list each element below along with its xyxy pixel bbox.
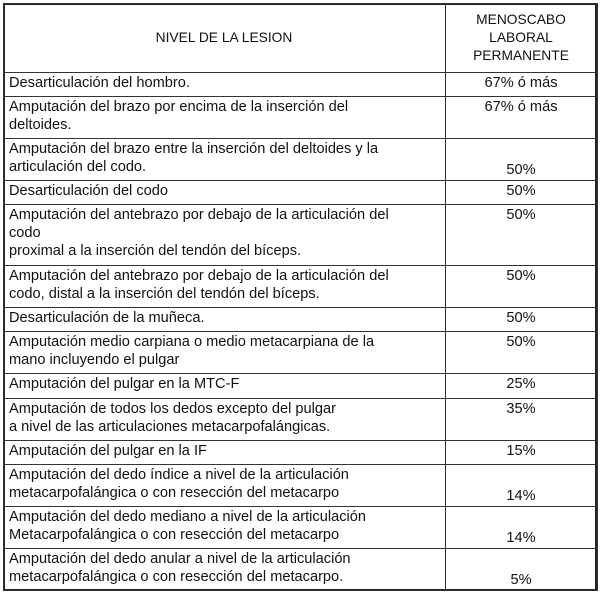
description-line: Desarticulación de la muñeca. bbox=[9, 310, 205, 327]
row-value: 50% bbox=[446, 332, 598, 374]
description-line: articulación del codo. bbox=[9, 159, 147, 176]
description-line: codo bbox=[9, 225, 41, 242]
description-line: Amputación del pulgar en la IF bbox=[9, 442, 207, 459]
row-value: 50% bbox=[446, 266, 598, 308]
row-description bbox=[4, 398, 446, 440]
description-line: Amputación del dedo índice a nivel de la articulación bbox=[9, 466, 349, 483]
row-value: 67% ó más bbox=[446, 73, 598, 97]
description-line: metacarpofalángica o con resección del metacarpo. bbox=[9, 568, 344, 585]
table-row bbox=[4, 548, 598, 590]
row-description bbox=[4, 374, 446, 398]
table-row bbox=[4, 308, 598, 332]
description-line: Amputación de todos los dedos excepto del pulgar bbox=[9, 400, 336, 417]
impairment-table bbox=[3, 3, 598, 591]
description-line: Amputación del antebrazo por debajo de la articulación del bbox=[9, 268, 389, 285]
description-line: Amputación del dedo mediano a nivel de la articulación bbox=[9, 508, 366, 525]
row-description bbox=[4, 73, 446, 97]
description-line: Amputación del pulgar en la MTC-F bbox=[9, 376, 240, 393]
header-impairment bbox=[446, 4, 598, 73]
description-line: proximal a la inserción del tendón del bíceps. bbox=[9, 243, 302, 260]
table-row bbox=[4, 205, 598, 266]
description-line: Amputación del brazo entre la inserción del deltoides y la bbox=[9, 141, 379, 158]
row-value: 14% bbox=[446, 464, 598, 506]
table-row bbox=[4, 374, 598, 398]
row-value: 50% bbox=[446, 205, 598, 266]
row-value: 35% bbox=[446, 398, 598, 440]
row-description bbox=[4, 308, 446, 332]
table-row bbox=[4, 506, 598, 548]
row-description bbox=[4, 440, 446, 464]
header-impairment-line: LABORAL bbox=[489, 30, 553, 45]
table-row bbox=[4, 398, 598, 440]
table-row bbox=[4, 440, 598, 464]
description-line: Metacarpofalángica o con resección del metacarpo bbox=[9, 526, 340, 543]
row-description bbox=[4, 332, 446, 374]
row-description bbox=[4, 548, 446, 590]
row-description bbox=[4, 181, 446, 205]
header-level: NIVEL DE LA LESION bbox=[4, 4, 446, 73]
table-row bbox=[4, 266, 598, 308]
header-impairment-line: MENOSCABO bbox=[476, 12, 566, 27]
table-row bbox=[4, 464, 598, 506]
table-row bbox=[4, 73, 598, 97]
row-description bbox=[4, 266, 446, 308]
row-description bbox=[4, 97, 446, 139]
description-line: Amputación medio carpiana o medio metacarpiana de la bbox=[9, 334, 375, 351]
row-value: 50% bbox=[446, 139, 598, 181]
row-value: 14% bbox=[446, 506, 598, 548]
description-line: a nivel de las articulaciones metacarpofalángicas. bbox=[9, 418, 331, 435]
table-row bbox=[4, 332, 598, 374]
description-line: Desarticulación del codo bbox=[9, 183, 168, 200]
row-value: 5% bbox=[446, 548, 598, 590]
table-row bbox=[4, 181, 598, 205]
row-description bbox=[4, 205, 446, 266]
row-description bbox=[4, 139, 446, 181]
row-value: 50% bbox=[446, 308, 598, 332]
row-value: 15% bbox=[446, 440, 598, 464]
description-line: metacarpofalángica o con resección del metacarpo bbox=[9, 484, 340, 501]
row-value: 25% bbox=[446, 374, 598, 398]
row-value: 50% bbox=[446, 181, 598, 205]
row-value: 67% ó más bbox=[446, 97, 598, 139]
row-description bbox=[4, 506, 446, 548]
row-description bbox=[4, 464, 446, 506]
description-line: Amputación del dedo anular a nivel de la articulación bbox=[9, 550, 351, 567]
table-row bbox=[4, 139, 598, 181]
header-row bbox=[4, 4, 598, 73]
description-line: mano incluyendo el pulgar bbox=[9, 352, 180, 369]
description-line: deltoides. bbox=[9, 117, 72, 134]
description-line: Desarticulación del hombro. bbox=[9, 75, 190, 91]
table-row bbox=[4, 97, 598, 139]
description-line: codo, distal a la inserción del tendón del bíceps. bbox=[9, 286, 320, 303]
description-line: Amputación del antebrazo por debajo de la articulación del bbox=[9, 207, 389, 224]
description-line: Amputación del brazo por encima de la inserción del bbox=[9, 99, 349, 116]
header-impairment-line: PERMANENTE bbox=[473, 48, 569, 63]
